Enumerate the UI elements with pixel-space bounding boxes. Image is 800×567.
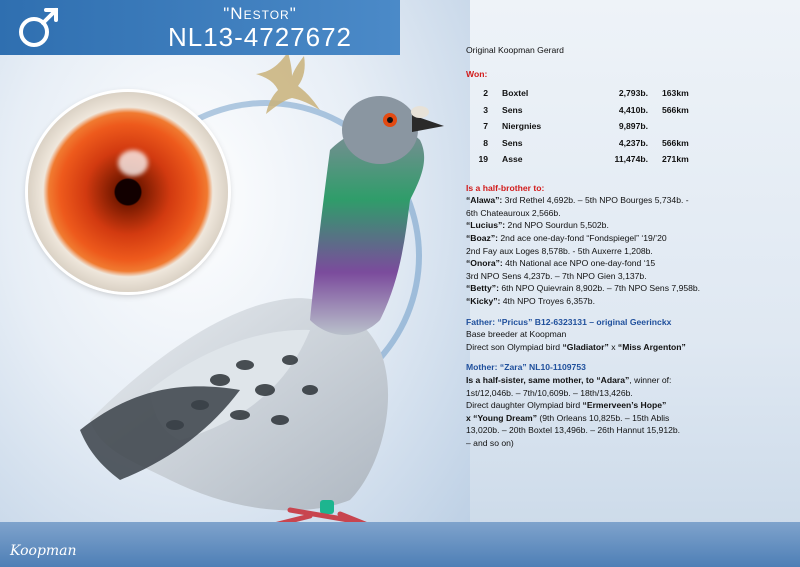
half-brother-heading: Is a half-brother to: bbox=[466, 182, 545, 193]
result-position: 8 bbox=[483, 137, 488, 148]
result-distance: 566km bbox=[662, 137, 689, 148]
mother-line-3: Direct daughter Olympiad bird “Ermerveen’s Hope” bbox=[466, 400, 667, 411]
father-line-1: Base breeder at Koopman bbox=[466, 329, 567, 340]
sibling-results: 4th NPO Troyes 6,357b. bbox=[500, 296, 595, 307]
male-symbol-icon bbox=[14, 6, 64, 50]
result-birds: 11,474b. bbox=[614, 154, 648, 165]
result-birds: 4,237b. bbox=[618, 137, 648, 148]
sibling-results: 4th National ace NPO one-day-fond ‘15 bbox=[502, 258, 656, 269]
ring-number: NL13-4727672 bbox=[167, 22, 353, 52]
result-race: Sens bbox=[502, 137, 523, 148]
result-distance bbox=[662, 118, 712, 135]
mother-heading: Mother: “Zara” NL10-1109753 bbox=[466, 362, 586, 373]
result-row bbox=[466, 102, 712, 119]
half-sibling-line bbox=[466, 207, 786, 220]
result-distance: 271km bbox=[662, 154, 689, 165]
origin-line: Original Koopman Gerard bbox=[466, 45, 564, 55]
bird-name: "Nestor" bbox=[223, 4, 297, 23]
sibling-name: “Onora”: bbox=[466, 258, 503, 269]
mother-line-6: – and so on) bbox=[466, 437, 514, 448]
result-birds: 2,793b. bbox=[618, 88, 648, 99]
result-race: Niergnies bbox=[502, 121, 542, 132]
sibling-results: 3rd NPO Sens 4,237b. – 7th NPO Gien 3,137b. bbox=[466, 270, 647, 281]
sibling-results: 2nd NPO Sourdun 5,502b. bbox=[505, 220, 609, 231]
result-row bbox=[466, 85, 712, 102]
sibling-name: “Boaz”: bbox=[466, 233, 498, 244]
result-position: 2 bbox=[483, 88, 488, 99]
mother-line-2: 1st/12,046b. – 7th/10,609b. – 18th/13,426b. bbox=[466, 387, 633, 398]
mother-line-1: Is a half-sister, same mother, to “Adara”, winner of: bbox=[466, 375, 672, 385]
half-sibling-line bbox=[466, 257, 786, 270]
won-heading: Won: bbox=[466, 68, 488, 79]
sibling-name: “Kicky”: bbox=[466, 296, 501, 307]
sibling-results: 2nd ace one-day-fond “Fondspiegel” ‘19/’20 bbox=[498, 233, 667, 244]
half-sibling-line bbox=[466, 270, 786, 283]
father-line-2: Direct son Olympiad bird “Gladiator” x “Miss Argenton” bbox=[466, 341, 686, 352]
result-row bbox=[466, 151, 712, 168]
sibling-results: 6th NPO Quievrain 8,902b. – 7th NPO Sens 7,958b. bbox=[498, 283, 701, 294]
mother-line-5: 13,020b. – 20th Boxtel 13,496b. – 26th Hannut 15,912b. bbox=[466, 425, 681, 436]
result-row bbox=[466, 118, 712, 135]
half-sibling-line bbox=[466, 194, 786, 207]
sibling-name: “Betty”: bbox=[466, 283, 499, 294]
bottom-band bbox=[0, 522, 800, 567]
eye-closeup-photo bbox=[28, 92, 228, 292]
result-race: Boxtel bbox=[502, 88, 529, 99]
father-heading: Father: “Pricus” B12-6323131 – original Geerinckx bbox=[466, 316, 672, 327]
result-birds: 9,897b. bbox=[618, 121, 648, 132]
result-position: 7 bbox=[483, 121, 488, 132]
half-sibling-line bbox=[466, 282, 786, 295]
result-position: 3 bbox=[483, 104, 488, 115]
result-race: Asse bbox=[502, 154, 523, 165]
sibling-name: “Lucius”: bbox=[466, 220, 506, 231]
results-table bbox=[466, 85, 712, 168]
sibling-results: 3rd Rethel 4,692b. – 5th NPO Bourges 5,734b. - bbox=[502, 195, 689, 206]
sibling-results: 6th Chateauroux 2,566b. bbox=[466, 207, 561, 218]
half-sibling-line bbox=[466, 245, 786, 258]
koopman-signature: Koopman bbox=[10, 543, 77, 559]
eye-highlight bbox=[118, 150, 148, 176]
result-distance: 566km bbox=[662, 104, 689, 115]
result-birds: 4,410b. bbox=[618, 104, 648, 115]
half-sibling-line bbox=[466, 219, 786, 232]
half-brother-list bbox=[466, 194, 786, 307]
sibling-results: 2nd Fay aux Loges 8,578b. - 5th Auxerre 1,208b. bbox=[466, 245, 653, 256]
sibling-name: “Alawa”: bbox=[466, 195, 503, 206]
half-sibling-line bbox=[466, 232, 786, 245]
result-race: Sens bbox=[502, 104, 523, 115]
half-sibling-line bbox=[466, 295, 786, 308]
result-row bbox=[466, 135, 712, 152]
result-distance: 163km bbox=[662, 88, 689, 99]
bird-info bbox=[466, 44, 786, 450]
mother-line-4: x “Young Dream” (9th Orleans 10,825b. – 15th Ablis bbox=[466, 412, 670, 423]
result-position: 19 bbox=[478, 154, 488, 165]
